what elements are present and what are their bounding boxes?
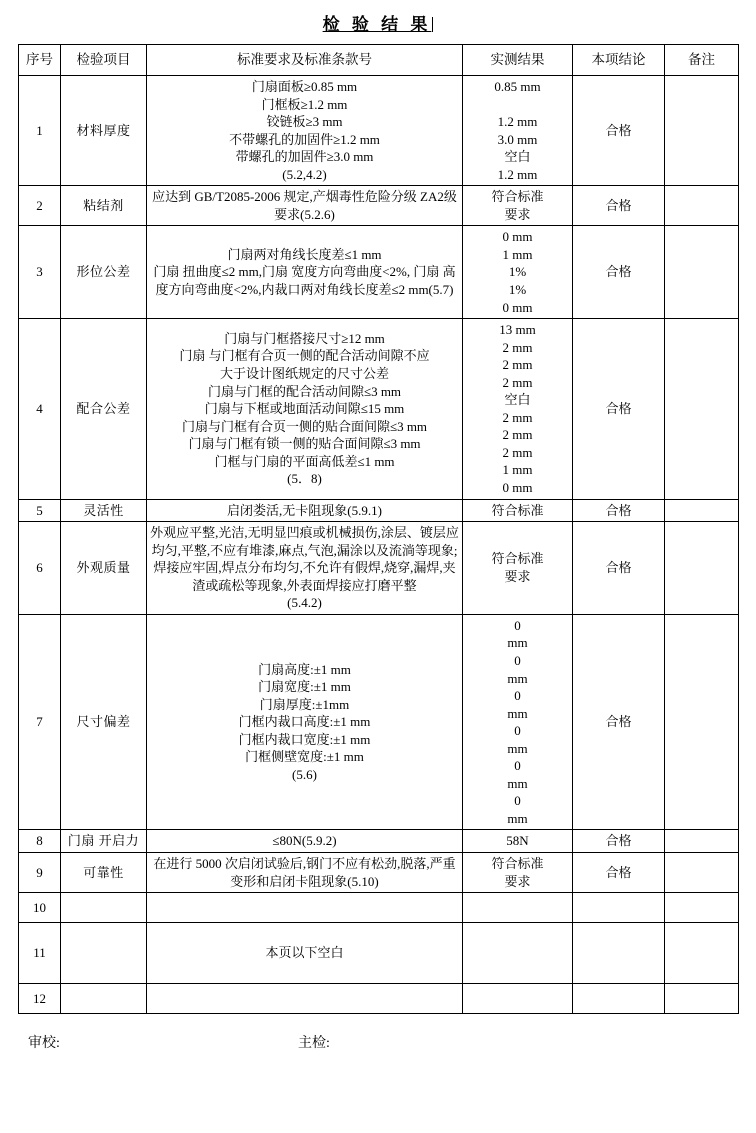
- table-row: [19, 76, 739, 186]
- row-item: 粘结剂: [61, 186, 147, 226]
- requirement-line: 门扇与门框的配合活动间隙≤3 mm: [207, 383, 402, 399]
- row-conclusion: 合格: [573, 522, 665, 615]
- measured-line: 1%: [508, 264, 527, 280]
- row-note: [665, 984, 739, 1014]
- row-note: [665, 614, 739, 830]
- row-measured: [463, 852, 573, 892]
- row-note: [665, 522, 739, 615]
- requirement-line: 铰链板≥3 mm: [266, 114, 343, 130]
- requirement-line: 门扇与门框有合页一侧的贴合面间隙≤3 mm: [181, 418, 428, 434]
- reviewer-label: 审校:: [28, 1036, 60, 1052]
- measured-line: 1.2 mm: [497, 166, 538, 182]
- signature-footer: [18, 1032, 738, 1052]
- row-note: [665, 893, 739, 923]
- row-requirement: [147, 319, 463, 499]
- row-note: [665, 76, 739, 186]
- page-title: [18, 10, 738, 36]
- measured-line: 要求: [504, 873, 531, 889]
- row-item: 配合公差: [61, 319, 147, 499]
- row-measured: 符合标准: [463, 499, 573, 522]
- row-conclusion: 合格: [573, 226, 665, 319]
- measured-line: 0: [514, 723, 521, 739]
- measured-line: 0 mm: [502, 229, 533, 245]
- measured-line: 1%: [508, 282, 527, 298]
- measured-line: 13 mm: [499, 322, 536, 338]
- column-header-item: 检验项目: [61, 45, 147, 76]
- table-row: [19, 186, 739, 226]
- column-header-note: 备注: [665, 45, 739, 76]
- row-measured: [463, 186, 573, 226]
- measured-line: mm: [507, 670, 528, 686]
- measured-line: mm: [507, 810, 528, 826]
- row-conclusion: 合格: [573, 830, 665, 853]
- row-note: [665, 319, 739, 499]
- measured-line: 符合标准: [491, 551, 544, 567]
- table-row: [19, 893, 739, 923]
- text-caret: [432, 17, 433, 32]
- row-note: [665, 226, 739, 319]
- row-note: [665, 852, 739, 892]
- row-no: 2: [19, 186, 61, 226]
- requirement-line: 门扇面板≥0.85 mm: [251, 79, 358, 94]
- measured-line: 2 mm: [502, 339, 533, 355]
- requirement-line: 门扇 高度方向弯曲度<2%,内裁口两对角线长度差≤2 mm(5.7): [155, 264, 456, 298]
- measured-line: 符合标准: [491, 855, 544, 871]
- requirement-line: 门框与门扇的平面高低差≤1 mm: [214, 453, 395, 469]
- measured-line: 3.0 mm: [497, 131, 538, 147]
- row-item: [61, 984, 147, 1014]
- row-item: 灵活性: [61, 499, 147, 522]
- requirement-line: (5.6): [292, 767, 317, 782]
- table-row: [19, 830, 739, 853]
- measured-line: 2 mm: [502, 357, 533, 373]
- requirement-line: (5.2,4.2): [282, 166, 327, 182]
- row-measured: [463, 893, 573, 923]
- requirement-line: 大于设计图纸规定的尺寸公差: [219, 365, 389, 381]
- row-requirement: [147, 614, 463, 830]
- row-requirement: [147, 76, 463, 186]
- row-no: 3: [19, 226, 61, 319]
- measured-line: 1.2 mm: [497, 114, 538, 130]
- row-measured: [463, 76, 573, 186]
- measured-line: 2 mm: [502, 427, 533, 443]
- requirement-line: 门扇与门框有锁一侧的贴合面间隙≤3 mm: [188, 436, 421, 452]
- row-conclusion: [573, 893, 665, 923]
- requirement-line: 门框板≥1.2 mm: [261, 96, 348, 112]
- measured-line: 符合标准: [491, 189, 544, 205]
- row-no: 11: [19, 923, 61, 984]
- row-measured: [463, 984, 573, 1014]
- column-header-requirement: 标准要求及标准条款号: [147, 45, 463, 76]
- table-header-row: [19, 45, 739, 76]
- row-note: [665, 186, 739, 226]
- measured-line-spacer: [466, 96, 569, 114]
- requirement-line: 门扇宽度:±1 mm: [258, 679, 351, 695]
- measured-line: mm: [507, 705, 528, 721]
- measured-line: 1 mm: [502, 246, 533, 262]
- row-conclusion: 合格: [573, 614, 665, 830]
- measured-line: 1 mm: [502, 462, 533, 478]
- row-no: 5: [19, 499, 61, 522]
- measured-line: 0 mm: [502, 480, 533, 496]
- row-measured: [463, 614, 573, 830]
- measured-line: 0: [514, 758, 521, 774]
- requirement-line: 不带螺孔的加固件≥1.2 mm: [229, 131, 380, 147]
- column-header-conclusion: 本项结论: [573, 45, 665, 76]
- table-row: [19, 319, 739, 499]
- row-measured: [463, 319, 573, 499]
- requirement-line: 门扇 扭曲度≤2 mm,门扇 宽度方向弯曲度<2%,: [153, 264, 411, 280]
- measured-line: mm: [507, 740, 528, 756]
- measured-line: 0.85 mm: [494, 79, 541, 94]
- row-conclusion: [573, 984, 665, 1014]
- column-header-no: 序号: [19, 45, 61, 76]
- table-row: [19, 522, 739, 615]
- row-item: 门扇 开启力: [61, 830, 147, 853]
- row-item: 形位公差: [61, 226, 147, 319]
- row-item: [61, 923, 147, 984]
- measured-line: mm: [507, 635, 528, 651]
- row-conclusion: 合格: [573, 319, 665, 499]
- requirement-line: 门框内裁口宽度:±1 mm: [238, 731, 371, 747]
- requirement-line: 门扇高度:±1 mm: [258, 661, 351, 677]
- measured-line: 空白: [504, 392, 531, 408]
- row-measured: [463, 226, 573, 319]
- table-row: [19, 499, 739, 522]
- row-no: 12: [19, 984, 61, 1014]
- table-row: [19, 614, 739, 830]
- row-requirement: [147, 226, 463, 319]
- row-measured: 58N: [463, 830, 573, 853]
- row-requirement: [147, 893, 463, 923]
- measured-line: 0: [514, 652, 521, 668]
- row-no: 7: [19, 614, 61, 830]
- row-no: 10: [19, 893, 61, 923]
- measured-line: 0: [514, 617, 521, 633]
- table-row: [19, 984, 739, 1014]
- row-no: 9: [19, 852, 61, 892]
- row-measured: [463, 923, 573, 984]
- row-no: 6: [19, 522, 61, 615]
- measured-line: 要求: [504, 206, 531, 222]
- row-item: 尺寸偏差: [61, 614, 147, 830]
- row-conclusion: 合格: [573, 852, 665, 892]
- requirement-line: (5.4.2): [287, 595, 322, 611]
- inspection-result-table: [18, 44, 739, 1014]
- row-note: [665, 923, 739, 984]
- requirement-line: 门框侧壁宽度:±1 mm: [245, 749, 364, 765]
- row-requirement: 本页以下空白: [147, 923, 463, 984]
- row-note: [665, 830, 739, 853]
- row-note: [665, 499, 739, 522]
- measured-line: 2 mm: [502, 444, 533, 460]
- row-conclusion: 合格: [573, 76, 665, 186]
- requirement-line: 门框内裁口高度:±1 mm: [238, 714, 371, 730]
- requirement-line: 带螺孔的加固件≥3.0 mm: [235, 149, 374, 165]
- measured-line: 空白: [504, 149, 531, 165]
- requirement-line: 门扇两对角线长度差≤1 mm: [227, 246, 382, 262]
- requirement-line: 门扇 与门框有合页一侧的配合活动间隙不应: [179, 348, 430, 364]
- row-item: [61, 893, 147, 923]
- measured-line: 0: [514, 793, 521, 809]
- page-title-text: 检 验 结 果: [322, 15, 432, 34]
- row-no: 4: [19, 319, 61, 499]
- table-row: [19, 923, 739, 984]
- measured-line: 0: [514, 688, 521, 704]
- requirement-line: 门扇与下框或地面活动间隙≤15 mm: [204, 401, 405, 417]
- measured-line: 2 mm: [502, 409, 533, 425]
- row-measured: [463, 522, 573, 615]
- column-header-measured: 实测结果: [463, 45, 573, 76]
- row-requirement: [147, 984, 463, 1014]
- row-item: 可靠性: [61, 852, 147, 892]
- table-row: [19, 226, 739, 319]
- row-item: 外观质量: [61, 522, 147, 615]
- table-row: [19, 852, 739, 892]
- row-requirement: 启闭娄活,无卡阻现象(5.9.1): [147, 499, 463, 522]
- row-requirement: [147, 522, 463, 615]
- requirement-line: 门扇与门框搭接尺寸≥12 mm: [224, 330, 385, 346]
- row-item: 材料厚度: [61, 76, 147, 186]
- inspector-label: 主检:: [298, 1036, 330, 1052]
- requirement-line: 门扇厚度:±1mm: [259, 696, 350, 712]
- measured-line: mm: [507, 775, 528, 791]
- requirement-line: 外观应平整,光洁,无明显凹痕或机械损伤,涂层、镀层应均匀,平整,不应有堆漆,麻点,气泡,漏涂以及流淌等现象;焊接应牢固,焊点分布均匀,不允许有假焊,烧穿,漏焊,夹渣或疏松等现象,外表面焊接应打磨平整: [150, 525, 459, 593]
- row-no: 1: [19, 76, 61, 186]
- measured-line: 0 mm: [502, 299, 533, 315]
- row-conclusion: 合格: [573, 186, 665, 226]
- measured-line: 要求: [504, 568, 531, 584]
- row-conclusion: [573, 923, 665, 984]
- row-conclusion: 合格: [573, 499, 665, 522]
- row-requirement: 在进行 5000 次启闭试验后,钢门不应有松劲,脱落,严重变形和启闭卡阻现象(5.10): [147, 852, 463, 892]
- requirement-line: (5．8): [287, 471, 322, 487]
- measured-line: 2 mm: [502, 374, 533, 390]
- row-requirement: 应达到 GB/T2085-2006 规定,产烟毒性危险分级 ZA2级要求(5.2.6): [147, 186, 463, 226]
- row-no: 8: [19, 830, 61, 853]
- row-requirement: ≤80N(5.9.2): [147, 830, 463, 853]
